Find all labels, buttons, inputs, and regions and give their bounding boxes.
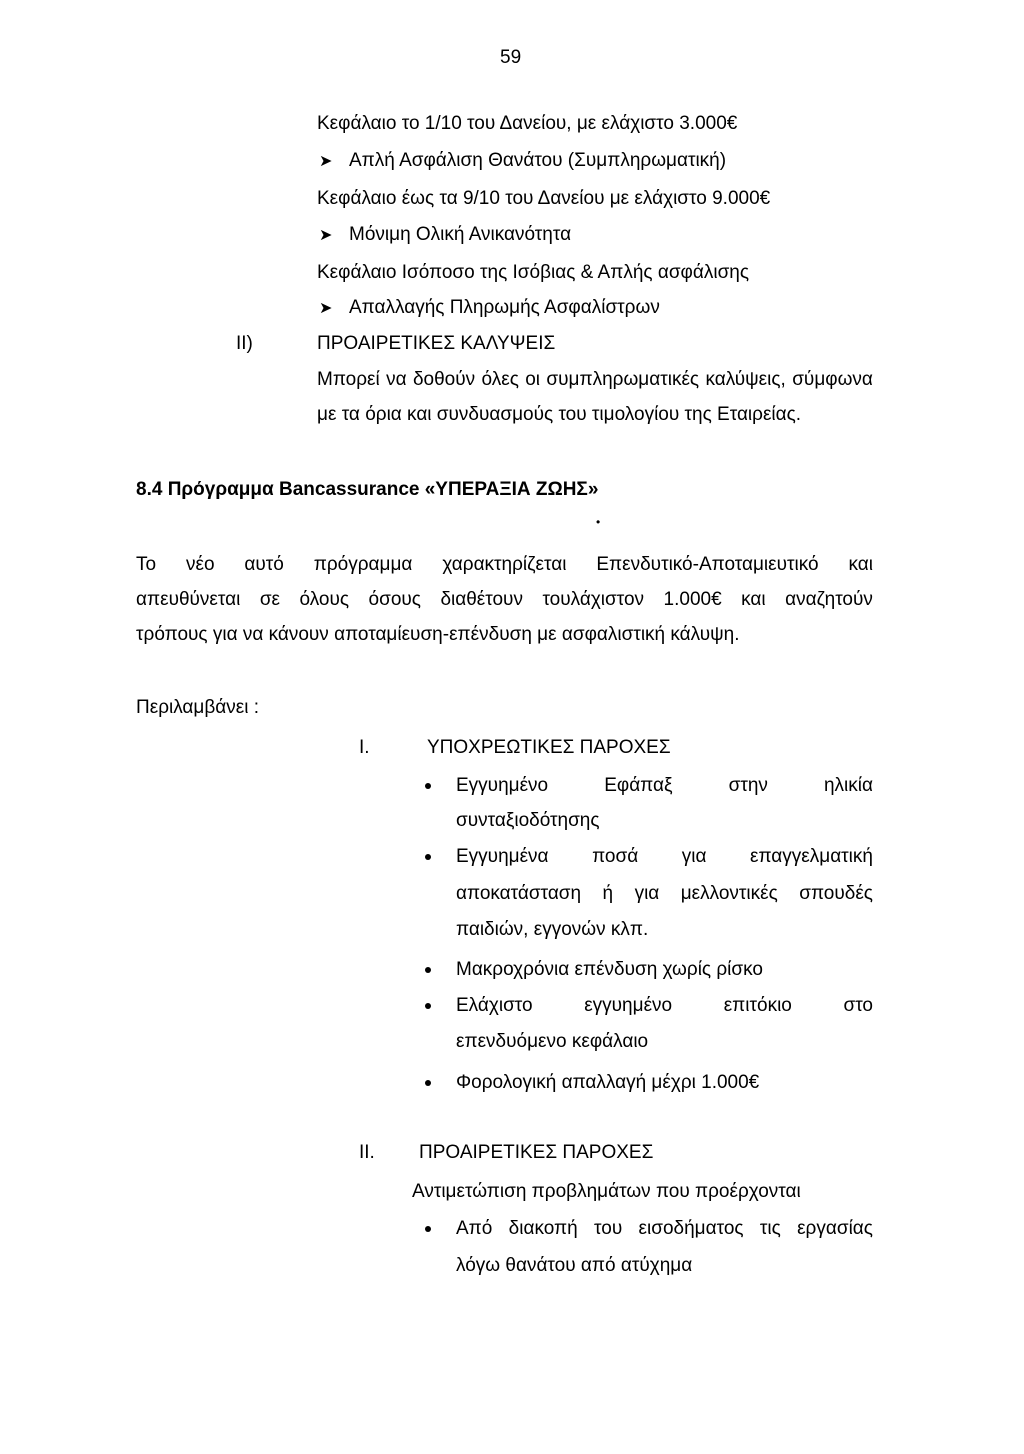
- list-item: Εγγυημένα ποσά για επαγγελματική: [456, 846, 873, 867]
- list-item: Μακροχρόνια επένδυση χωρίς ρίσκο: [456, 959, 763, 980]
- bullet-icon: [425, 1226, 431, 1232]
- bullet-icon: [425, 783, 431, 789]
- includes-label: Περιλαμβάνει :: [136, 697, 260, 718]
- optional-benefits-heading: ΠΡΟΑΙΡΕΤΙΚΕΣ ΠΑΡΟΧΕΣ: [419, 1142, 654, 1163]
- coverage-item-premium-waiver: Απαλλαγής Πληρωμής Ασφαλίστρων: [349, 297, 660, 318]
- list-item: Φορολογική απαλλαγή μέχρι 1.000€: [456, 1072, 760, 1093]
- coverage-capital-line: Κεφάλαιο Ισόποσο της Ισόβιας & Απλής ασφάλισης: [317, 262, 750, 283]
- optional-coverages-text: με τα όρια και συνδυασμούς του τιμολογίου της Εταιρείας.: [317, 404, 802, 425]
- coverage-item-simple-death: Απλή Ασφάλιση Θανάτου (Συμπληρωματική): [349, 150, 727, 171]
- list-numeral: II.: [359, 1142, 375, 1163]
- list-item-continuation: συνταξιοδότησης: [456, 810, 600, 831]
- list-item: Από διακοπή του εισοδήματος τις εργασίας: [456, 1218, 873, 1239]
- stray-mark: •: [596, 515, 601, 529]
- bullet-icon: [425, 1080, 431, 1086]
- arrow-bullet-icon: ➤: [319, 153, 333, 170]
- list-item-continuation: αποκατάσταση ή για μελλοντικές σπουδές: [456, 883, 873, 904]
- list-numeral: I.: [359, 737, 370, 758]
- bullet-icon: [425, 854, 431, 860]
- coverage-item-disability: Μόνιμη Ολική Ανικανότητα: [349, 224, 572, 245]
- arrow-bullet-icon: ➤: [319, 227, 333, 244]
- list-item-continuation: λόγω θανάτου από ατύχημα: [456, 1255, 693, 1276]
- optional-coverages-text: Μπορεί να δοθούν όλες οι συμπληρωματικές καλύψεις, σύμφωνα: [317, 369, 873, 390]
- intro-paragraph-line: Το νέο αυτό πρόγραμμα χαρακτηρίζεται Επενδυτικό-Αποταμιευτικό και: [136, 554, 873, 575]
- list-item: Ελάχιστο εγγυημένο επιτόκιο στο: [456, 995, 873, 1016]
- list-item-continuation: επενδυόμενο κεφάλαιο: [456, 1031, 649, 1052]
- section-heading: 8.4 Πρόγραμμα Bancassurance «ΥΠΕΡΑΞΙΑ ΖΩΗΣ»: [136, 479, 599, 500]
- list-item: Εγγυημένο Εφάπαξ στην ηλικία: [456, 775, 873, 796]
- coverage-capital-line: Κεφάλαιο έως τα 9/10 του Δανείου με ελάχιστο 9.000€: [317, 188, 771, 209]
- section-numeral: II): [236, 333, 253, 354]
- bullet-icon: [425, 1003, 431, 1009]
- bullet-icon: [425, 967, 431, 973]
- arrow-bullet-icon: ➤: [319, 300, 333, 317]
- optional-benefits-subtitle: Αντιμετώπιση προβλημάτων που προέρχονται: [412, 1181, 801, 1202]
- page-number: 59: [500, 47, 522, 68]
- intro-paragraph-line: τρόπους για να κάνουν αποταμίευση-επένδυση με ασφαλιστική κάλυψη.: [136, 624, 740, 645]
- optional-coverages-heading: ΠΡΟΑΙΡΕΤΙΚΕΣ ΚΑΛΥΨΕΙΣ: [317, 333, 556, 354]
- intro-paragraph-line: απευθύνεται σε όλους όσους διαθέτουν τουλάχιστον 1.000€ και αναζητούν: [136, 589, 873, 610]
- coverage-capital-line: Κεφάλαιο το 1/10 του Δανείου, με ελάχιστο 3.000€: [317, 113, 738, 134]
- mandatory-benefits-heading: ΥΠΟΧΡΕΩΤΙΚΕΣ ΠΑΡΟΧΕΣ: [427, 737, 671, 758]
- list-item-continuation: παιδιών, εγγονών κλπ.: [456, 919, 649, 940]
